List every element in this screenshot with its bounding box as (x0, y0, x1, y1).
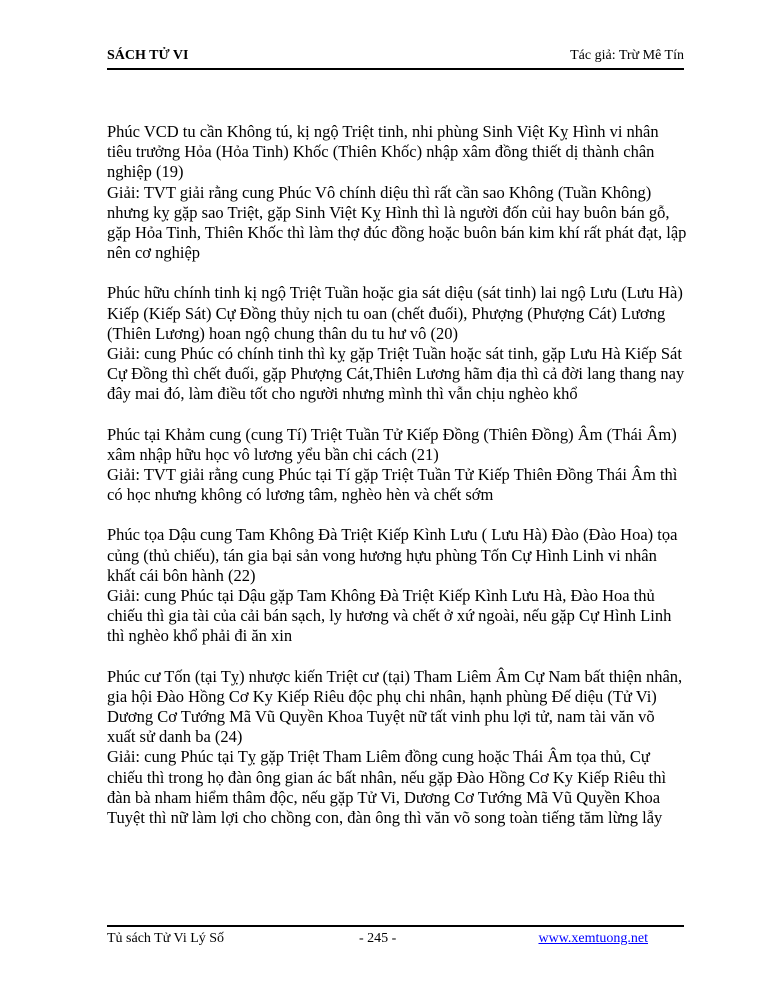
book-title: SÁCH TỬ VI (107, 48, 189, 63)
author-credit: Tác giả: Trừ Mê Tín (570, 48, 684, 63)
page-footer (107, 925, 684, 949)
passage (107, 122, 687, 263)
passage-explanation: Giải: TVT giải rằng cung Phúc tại Tí gặp Triệt Tuần Tử Kiếp Thiên Đồng Thái Âm thì có học nhưng không có lương tâm, nghèo hèn và chết sớm (107, 465, 678, 505)
passage-explanation: Giải: TVT giải rằng cung Phúc Vô chính diệu thì rất cần sao Không (Tuần Không) nhưng kỵ gặp sao Triệt, gặp Sinh Việt Kỵ Hình thì là người đốn củi hay buôn bán gỗ, gặp Hỏa Tinh, Thiên Khốc thì làm thợ đúc đồng hoặc buôn bán kim khí rất phát đạt, lập nên cơ nghiệp (107, 182, 687, 263)
passage-verse: Phúc tọa Dậu cung Tam Không Đà Triệt Kiếp Kình Lưu ( Lưu Hà) Đào (Đào Hoa) tọa củng (thủ chiếu), tán gia bại sản vong hương hựu phùng Tốn Cự Hình Linh vi nhân khất cái bôn hành (22) (107, 525, 678, 585)
passage (107, 425, 687, 506)
page-content (107, 122, 687, 848)
passage-explanation: Giải: cung Phúc tại Tỵ gặp Triệt Tham Liêm đồng cung hoặc Thái Âm tọa thủ, Cự chiếu thì trong họ đàn ông gian ác bất nhân, nếu gặp Đào Hồng Cơ Ky Kiếp Riêu thì đàn bà nham hiểm thâm độc, nếu gặp Tử Vi, Dương Cơ Tướng Mã Vũ Quyền Khoa Tuyệt thì nữ làm lợi cho chồng con, đàn ông thì văn võ song toàn tiếng tăm lừng lẫy (107, 747, 667, 828)
passage-verse: Phúc cư Tốn (tại Tỵ) nhược kiến Triệt cư (tại) Tham Liêm Âm Cự Nam bất thiện nhân, gia hội Đào Hồng Cơ Ky Kiếp Riêu độc phụ chi nhân, hạnh phùng Đế diệu (Tử Vi) Dương Cơ Tướng Mã Vũ Quyền Khoa Tuyệt nữ tất vinh phu lợi tử, nam tài văn võ xuất sử danh ba (24) (107, 666, 683, 747)
passage-explanation: Giải: cung Phúc tại Dậu gặp Tam Không Đà Triệt Kiếp Kình Lưu Hà, Đào Hoa thủ chiếu thì gia tài của cải bán sạch, ly hương và chết ở xứ ngoài, nếu gặp Cự Hình Linh thì nghèo khổ phải đi ăn xin (107, 586, 672, 646)
page-header (107, 44, 684, 70)
passage-verse: Phúc hữu chính tinh kị ngộ Triệt Tuần hoặc gia sát diệu (sát tinh) lai ngộ Lưu (Lưu Hà) Kiếp (Kiếp Sát) Cự Đồng thủy nịch tu oan (chết đuối), Phượng (Phượng Cát) Lương (Thiên Lương) hoan ngộ chung thân du tu hư vô (20) (107, 283, 683, 343)
page-number: - 245 - (359, 931, 397, 946)
passage-explanation: Giải: cung Phúc có chính tinh thì kỵ gặp Triệt Tuần hoặc sát tinh, gặp Lưu Hà Kiếp Sát Cự Đồng thì chết đuối, gặp Phượng Cát,Thiên Lương hãm địa thì cả đời lang thang nay đây mai đó, làm điều tốt cho người nhưng mình thì vẫn chịu nghèo khổ (107, 344, 685, 404)
passage (107, 283, 687, 404)
passage (107, 525, 687, 646)
passage-verse: Phúc VCD tu cần Không tú, kị ngộ Triệt tinh, nhi phùng Sinh Việt Kỵ Hình vi nhân tiêu trưởng Hỏa (Hỏa Tinh) Khốc (Thiên Khốc) nhập xâm đồng thiết dị thành chân nghiệp (19) (107, 122, 659, 182)
passage-verse: Phúc tại Khảm cung (cung Tí) Triệt Tuần Tử Kiếp Đồng (Thiên Đồng) Âm (Thái Âm) xâm nhập hữu học vô lương yểu bần chi cách (21) (107, 424, 677, 464)
passage (107, 667, 687, 829)
series-name: Tủ sách Tử Vi Lý Số (107, 931, 225, 946)
website-link[interactable]: www.xemtuong.net (538, 931, 648, 946)
